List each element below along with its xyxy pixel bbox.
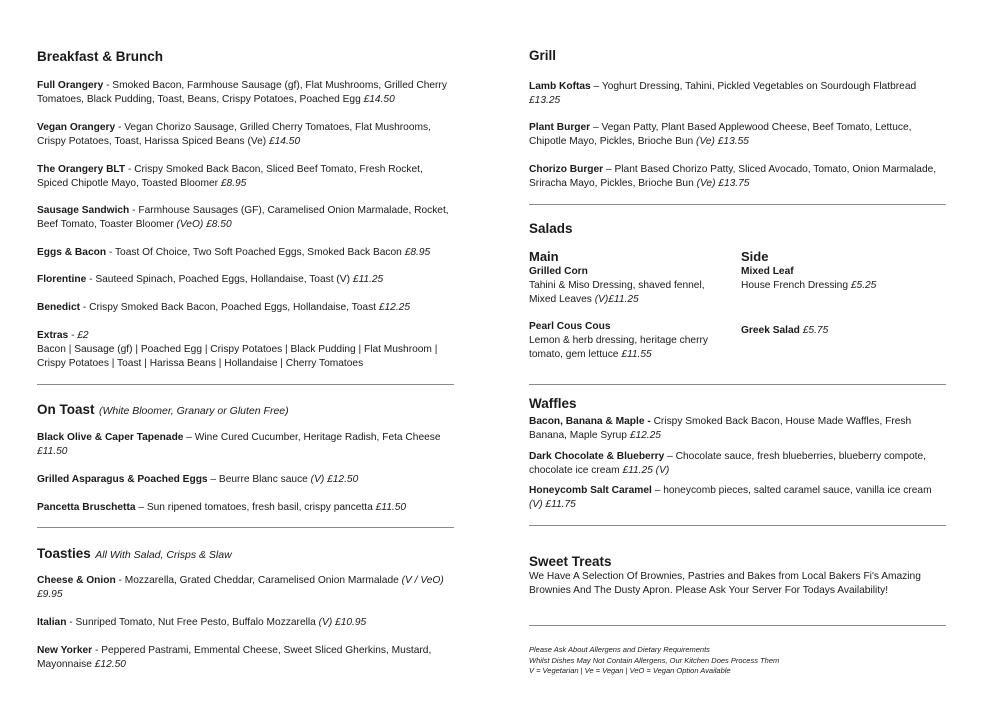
menu-item-orangery-blt: The Orangery BLT - Crispy Smoked Back Bacon, Sliced Beef Tomato, Fresh Rocket, Spiced Chipotle Mayo, Toasted Bloomer £8.95	[37, 164, 423, 189]
divider	[529, 384, 946, 385]
menu-item-eggs-bacon: Eggs & Bacon - Toast Of Choice, Two Soft Poached Eggs, Smoked Back Bacon £8.95	[37, 247, 431, 258]
waffles-title: Waffles	[529, 396, 577, 411]
menu-item-florentine: Florentine - Sauteed Spinach, Poached Eggs, Hollandaise, Toast (V) £11.25	[37, 274, 384, 285]
sweet-treats-title: Sweet Treats	[529, 554, 612, 569]
waffles-section	[529, 396, 577, 412]
menu-item-bacon-banana-maple: Bacon, Banana & Maple - Crispy Smoked Back Bacon, House Made Waffles, Fresh Banana, Maple Syrup £12.25	[529, 416, 912, 441]
on-toast-subtitle: (White Bloomer, Granary or Gluten Free)	[98, 405, 289, 417]
salads-title: Salads	[529, 221, 573, 236]
menu-item-cheese-onion: Cheese & Onion - Mozzarella, Grated Cheddar, Caramelised Onion Marmalade (V / VeO) £9.95	[37, 575, 444, 600]
on-toast-title: On Toast	[37, 402, 95, 417]
sweet-treats-text: We Have A Selection Of Brownies, Pastries and Bakes from Local Bakers Fi's Amazing Brownies And The Dusty Apron. Please Ask Your Server For Todays Availability!	[529, 571, 921, 596]
grill-title: Grill	[529, 48, 557, 63]
salad-item-pearl-cous-cous: Pearl Cous Cous Lemon & herb dressing, heritage cherry tomato, gem lettuce £11.55	[529, 321, 708, 360]
salads-side-label: Side	[741, 249, 769, 264]
menu-item-benedict: Benedict - Crispy Smoked Back Bacon, Poached Eggs, Hollandaise, Toast £12.25	[37, 302, 411, 313]
salad-item-greek-salad: Greek Salad £5.75	[741, 325, 829, 336]
sweet-treats-section	[529, 554, 612, 570]
breakfast-title: Breakfast & Brunch	[37, 49, 164, 64]
toasties-subtitle: All With Salad, Crisps & Slaw	[95, 549, 232, 561]
menu-item-tapenade: Black Olive & Caper Tapenade – Wine Cured Cucumber, Heritage Radish, Feta Cheese £11.50	[37, 432, 441, 457]
menu-item-honeycomb-salt-caramel: Honeycomb Salt Caramel – honeycomb pieces, salted caramel sauce, vanilla ice cream (V) £11.75	[529, 485, 932, 510]
menu-item-bruschetta: Pancetta Bruschetta – Sun ripened tomatoes, fresh basil, crispy pancetta £11.50	[37, 502, 407, 513]
menu-item-new-yorker: New Yorker - Peppered Pastrami, Emmental Cheese, Sweet Sliced Gherkins, Mustard, Mayonnaise £12.50	[37, 645, 432, 670]
toasties-title: Toasties	[37, 546, 91, 561]
footer-line-allergens: Please Ask About Allergens and Dietary Requirements	[529, 645, 710, 654]
divider	[529, 625, 946, 626]
menu-item-italian: Italian - Sunriped Tomato, Nut Free Pesto, Buffalo Mozzarella (V) £10.95	[37, 617, 367, 628]
salads-main-label: Main	[529, 249, 559, 264]
salads-section	[529, 221, 573, 237]
extras-list: Bacon | Sausage (gf) | Poached Egg | Crispy Potatoes | Black Pudding | Flat Mushroom | Crispy Potatoes | Toast | Harissa Beans | Hollandaise | Cherry Tomatoes	[37, 344, 438, 369]
extras-block: Extras - £2 Bacon | Sausage (gf) | Poached Egg | Crispy Potatoes | Black Pudding | Flat Mushroom | Crispy Potatoes | Toast | Harissa Beans | Hollandaise | Cherry Tomatoes	[37, 330, 438, 369]
allergen-footer	[529, 645, 946, 677]
on-toast-section	[37, 401, 454, 419]
menu-item-chorizo-burger: Chorizo Burger – Plant Based Chorizo Patty, Sliced Avocado, Tomato, Onion Marmalade, Sriracha Mayo, Pickles, Brioche Bun (Ve) £13.75	[529, 164, 937, 189]
menu-item-vegan-orangery: Vegan Orangery - Vegan Chorizo Sausage, Grilled Cherry Tomatoes, Flat Mushrooms, Crispy Potatoes, Toast, Harissa Spiced Beans (Ve) £14.50	[37, 122, 431, 147]
menu-item-asparagus: Grilled Asparagus & Poached Eggs – Beurre Blanc sauce (V) £12.50	[37, 474, 359, 485]
salad-item-grilled-corn: Grilled Corn Tahini & Miso Dressing, shaved fennel, Mixed Leaves (V)£11.25	[529, 266, 705, 305]
toasties-section	[37, 545, 454, 563]
menu-item-sausage-sandwich: Sausage Sandwich - Farmhouse Sausages (GF), Caramelised Onion Marmalade, Rocket, Beef Tomato, Toaster Bloomer (VeO) £8.50	[37, 205, 449, 230]
menu-item-full-orangery: Full Orangery - Smoked Bacon, Farmhouse Sausage (gf), Flat Mushrooms, Grilled Cherry Tomatoes, Black Pudding, Toast, Beans, Crispy Potatoes, Poached Egg £14.50	[37, 80, 447, 105]
divider	[37, 384, 454, 385]
divider	[529, 204, 946, 205]
menu-item-dark-chocolate-blueberry: Dark Chocolate & Blueberry – Chocolate sauce, fresh blueberries, blueberry compote, chocolate ice cream £11.25 (V)	[529, 451, 926, 476]
grill-section	[529, 48, 556, 64]
footer-line-key: V = Vegetarian | Ve = Vegan | VeO = Vegan Option Available	[529, 666, 731, 675]
menu-item-plant-burger: Plant Burger – Vegan Patty, Plant Based Applewood Cheese, Beef Tomato, Lettuce, Chipotle Mayo, Pickles, Brioche Bun (Ve) £13.55	[529, 122, 912, 147]
divider	[37, 527, 454, 528]
salad-item-mixed-leaf: Mixed Leaf House French Dressing £5.25	[741, 266, 877, 291]
menu-item-lamb-koftas: Lamb Koftas – Yoghurt Dressing, Tahini, Pickled Vegetables on Sourdough Flatbread £13.25	[529, 81, 917, 106]
breakfast-section	[37, 49, 163, 65]
divider	[529, 525, 946, 526]
footer-line-kitchen: Whilst Dishes May Not Contain Allergens, Our Kitchen Does Process Them	[529, 655, 780, 665]
